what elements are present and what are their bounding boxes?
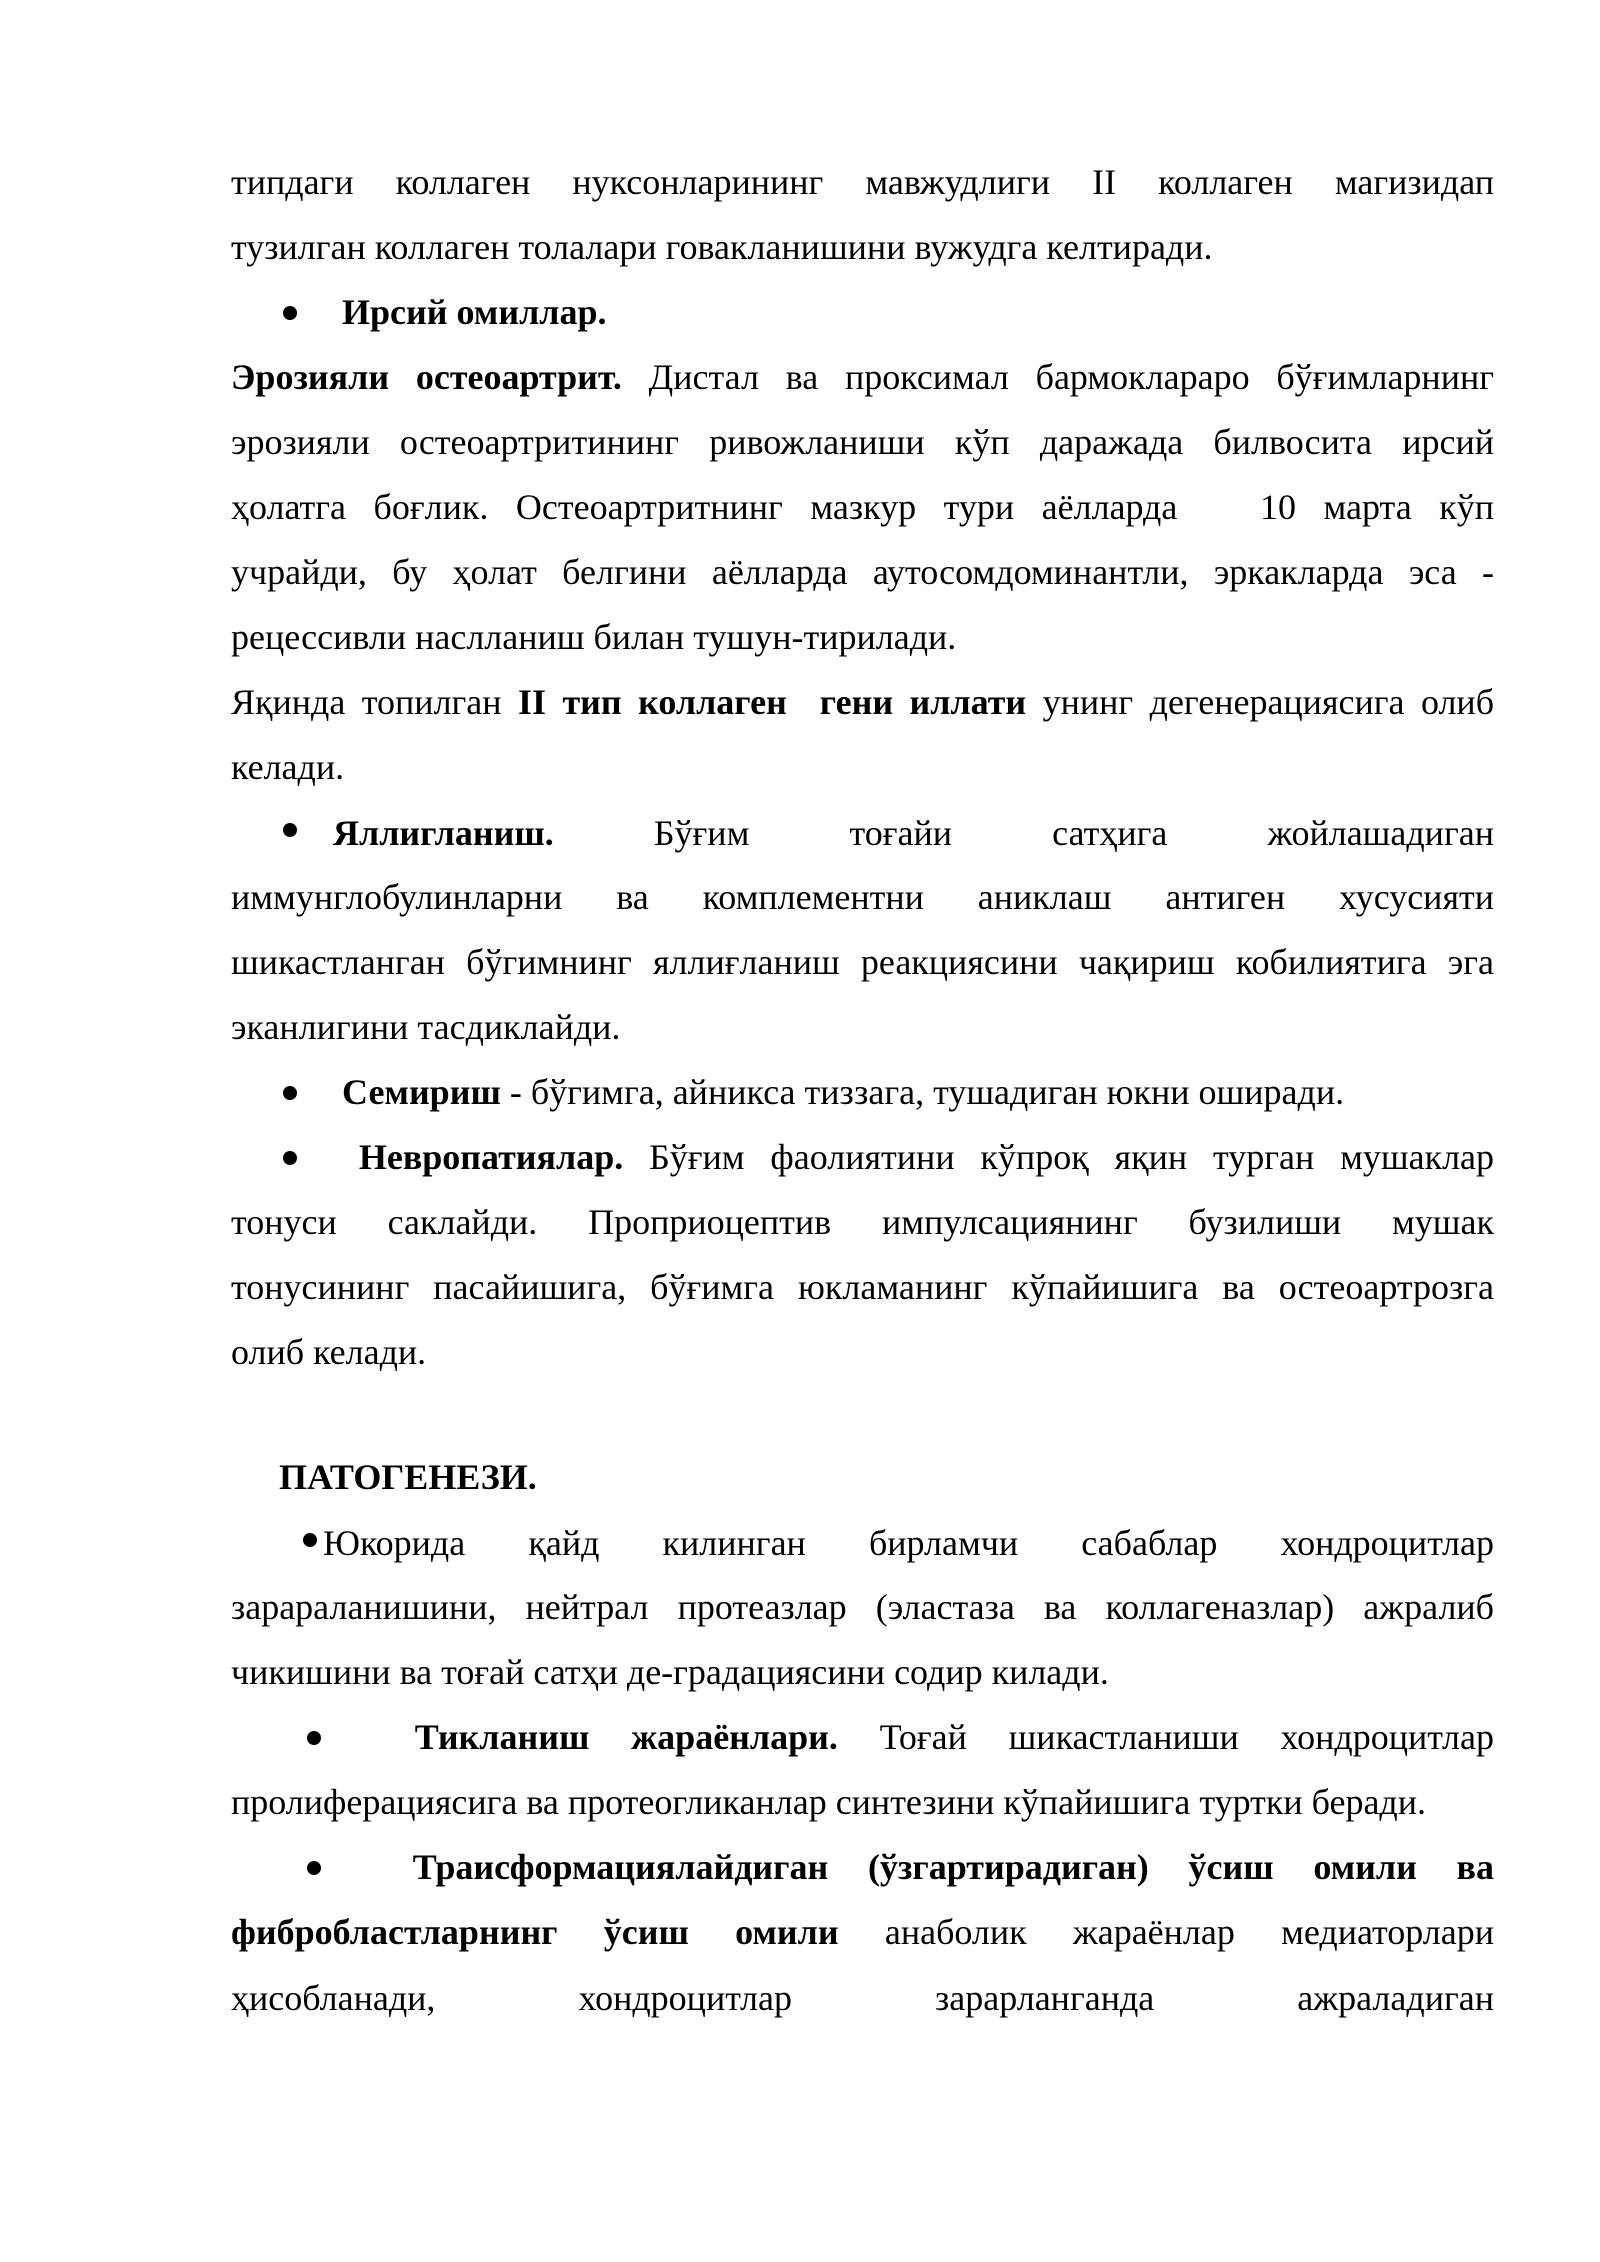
text-line: шикастланган бўгимнинг яллиғланиш реакциясини чақириш кобилиятига эга xyxy=(231,942,1494,982)
text-line: пролиферациясига ва протеогликанлар синтезини кўпайишига туртки беради. xyxy=(231,1782,1427,1822)
text-line: тонусининг пасайишига, бўғимга юкламанинг кўпайишига ва остеоартрозга xyxy=(231,1267,1494,1307)
text-span: Юкорида xyxy=(323,1522,466,1563)
text-span: тоғайи xyxy=(849,812,953,853)
bold-span: II тип коллаген гени иллати xyxy=(518,682,1027,722)
text-line: тонуси саклайди. Проприоцептив импулсациянинг бузилиши мушак xyxy=(231,1202,1494,1242)
text-line: иммунглобулинларни ва комплементни аниклаш антиген хусусияти xyxy=(231,877,1494,917)
bullet-heading: Невропатиялар. xyxy=(358,1137,624,1177)
text-line: тузилган коллаген толалари говакланишини вужудга келтиради. xyxy=(231,227,1213,267)
bullet-heading: Ирсий омиллар. xyxy=(342,292,607,332)
bullet-item xyxy=(231,280,1494,345)
text-span: хондроцитлар xyxy=(578,1977,792,2018)
bullet-item xyxy=(231,1835,1494,1900)
text-span: сабаблар xyxy=(1081,1522,1218,1563)
text-line: келади. xyxy=(231,747,345,787)
text-span: унинг дегенерациясига олиб xyxy=(1042,682,1495,722)
text-span: бирламчи xyxy=(868,1522,1019,1563)
text-span: сатҳига xyxy=(1052,812,1168,853)
text-line: типдаги коллаген нуксонларининг мавжудлиги II коллаген магизидап xyxy=(231,162,1494,202)
section-heading: ПАТОГЕНЕЗИ. xyxy=(279,1457,537,1497)
text-span: анаболик жараёнлар медиаторлари xyxy=(884,1912,1494,1952)
document-body xyxy=(231,150,1494,2030)
text-span: Яқинда топилган xyxy=(231,682,502,722)
text-span: зарарланганда xyxy=(935,1977,1155,2018)
text-span: Бўғим xyxy=(653,812,750,853)
bullet-item xyxy=(231,800,1494,865)
text-line: эрозияли остеоартритининг ривожланиши кўп даражада билвосита ирсий xyxy=(231,422,1494,462)
text-span: қайд xyxy=(528,1522,600,1563)
bullet-icon xyxy=(283,823,297,837)
text-line xyxy=(231,475,1494,540)
bullet-icon xyxy=(283,306,297,320)
bullet-item xyxy=(231,1510,1494,1575)
text-line xyxy=(231,670,1494,735)
bold-span: фибробластларнинг ўсиш омили xyxy=(231,1912,839,1952)
text-span: ҳолатга боғлик. Остеоартритнинг мазкур тури аёлларда xyxy=(231,487,1178,527)
text-line xyxy=(231,1900,1494,1965)
bullet-heading: Тикланиш жараёнлари. xyxy=(414,1717,838,1757)
text-span: Дистал ва проксимал бармоклараро бўғимларнинг xyxy=(648,357,1494,397)
text-line xyxy=(231,1965,1494,2030)
text-span: Тоғай шикастланиши хондроцитлар xyxy=(879,1717,1494,1757)
text-line: учрайди, бу ҳолат белгини аёлларда аутосомдоминантли, эркакларда эса - xyxy=(231,552,1494,592)
text-span: 10 марта кўп xyxy=(1259,487,1495,527)
text-span: жойлашадиган xyxy=(1267,812,1494,853)
text-line xyxy=(231,345,1494,410)
text-line: эканлигини тасдиклайди. xyxy=(231,1007,621,1047)
bullet-heading: Семириш xyxy=(342,1072,501,1112)
bullet-item xyxy=(231,1060,1494,1125)
bullet-icon xyxy=(307,1731,321,1745)
bullet-heading: Траисформациялайдиган (ўзгартирадиган) ўсиш омили ва xyxy=(412,1847,1494,1887)
bullet-item xyxy=(231,1125,1494,1190)
text-line: олиб келади. xyxy=(231,1332,427,1372)
text-line: рецессивли наслланиш билан тушун-тирилади. xyxy=(231,617,957,657)
text-line: чикишини ва тоғай сатҳи де-градациясини содир килади. xyxy=(231,1652,1109,1692)
bullet-icon xyxy=(283,1151,297,1165)
bullet-icon xyxy=(303,1533,317,1547)
text-span: килинган xyxy=(662,1522,806,1563)
text-span: ажраладиган xyxy=(1297,1977,1494,2018)
text-span: ҳисобланади, xyxy=(231,1977,436,2018)
bullet-item xyxy=(231,1705,1494,1770)
bullet-icon xyxy=(307,1861,321,1875)
bullet-icon xyxy=(283,1086,297,1100)
text-span: - бўгимга, айникса тиззага, тушадиган юкни оширади. xyxy=(500,1072,1345,1112)
bullet-heading: Яллигланиш. xyxy=(333,812,554,853)
text-span: хондроцитлар xyxy=(1280,1522,1494,1563)
text-line: зарараланишини, нейтрал протеазлар (эластаза ва коллагеназлар) ажралиб xyxy=(231,1587,1494,1627)
inline-heading: Эрозияли остеоартрит. xyxy=(231,357,622,397)
text-span: Бўғим фаолиятини кўпроқ яқин турган мушаклар xyxy=(649,1137,1495,1177)
